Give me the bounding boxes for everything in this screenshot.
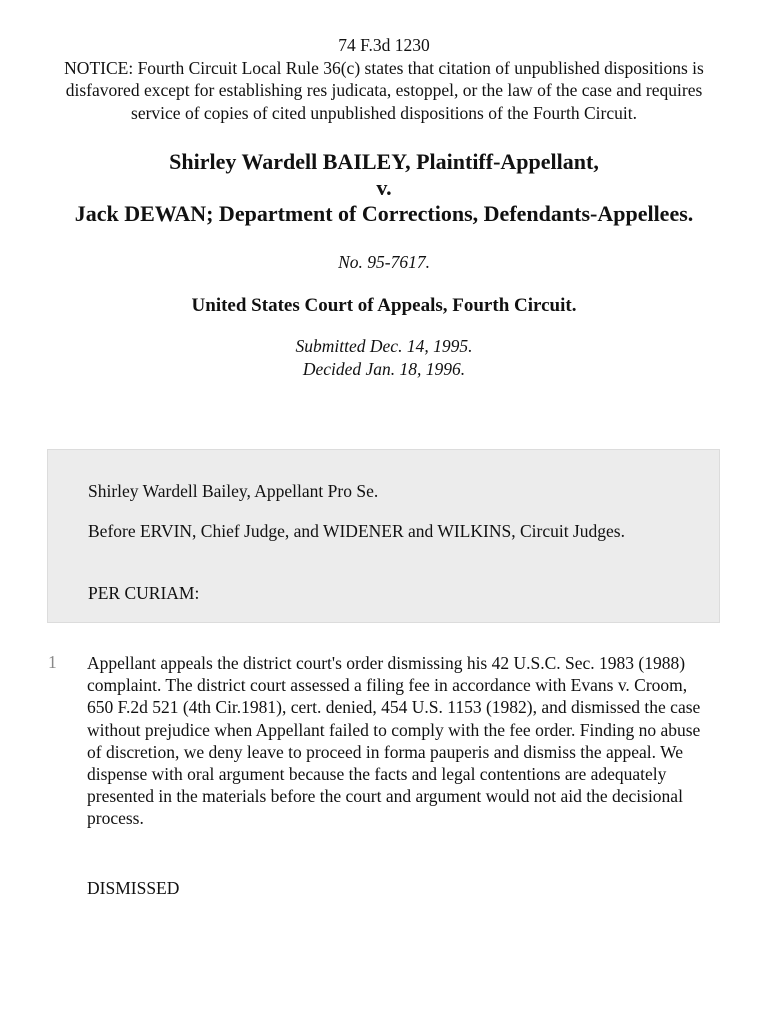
case-caption: [0, 149, 768, 227]
panel-line: Before ERVIN, Chief Judge, and WIDENER and WILKINS, Circuit Judges.: [88, 521, 625, 541]
citation: 74 F.3d 1230: [338, 35, 430, 55]
court-name: United States Court of Appeals, Fourth Circuit.: [191, 295, 577, 316]
submitted-date: Submitted Dec. 14, 1995.: [295, 336, 473, 356]
appearance-line: Shirley Wardell Bailey, Appellant Pro Se.: [88, 481, 379, 501]
disposition: DISMISSED: [87, 878, 180, 898]
document-header: [0, 0, 768, 124]
counsel-box: [47, 449, 720, 623]
docket-number: No. 95-7617.: [338, 252, 430, 272]
opinion-paragraph: Appellant appeals the district court's order dismissing his 42 U.S.C. Sec. 1983 (1988) complaint. The district court assessed a filing fee in accordance with Evans v. Croom, 650 F.2d 521 (4th Cir.1981), cert. denied, 454 U.S. 1153 (1982), and dismissed the case without prejudice when Appellant failed to comply with the fee order. Finding no abuse of discretion, we deny leave to proceed in forma pauperis and dismiss the appeal. We dispense with oral argument because the facts and legal contentions are adequately presented in the materials before the court and argument would not aid the decisional process.: [87, 653, 701, 829]
unpublished-notice: NOTICE: Fourth Circuit Local Rule 36(c) states that citation of unpublished dispositions is disfavored except for establishing res judicata, estoppel, or the law of the case and requires service of copies of cited unpublished dispositions of the Fourth Circuit.: [64, 57, 704, 123]
plaintiff-line: Shirley Wardell BAILEY, Plaintiff-Appellant,: [169, 149, 599, 174]
defendants-line: Jack DEWAN; Department of Corrections, Defendants-Appellees.: [74, 201, 694, 226]
per-curiam-line: PER CURIAM:: [88, 583, 200, 603]
paragraph-number: 1: [48, 652, 57, 672]
decided-date: Decided Jan. 18, 1996.: [302, 359, 466, 379]
case-dates: [0, 335, 768, 381]
versus-line: v.: [376, 175, 392, 200]
